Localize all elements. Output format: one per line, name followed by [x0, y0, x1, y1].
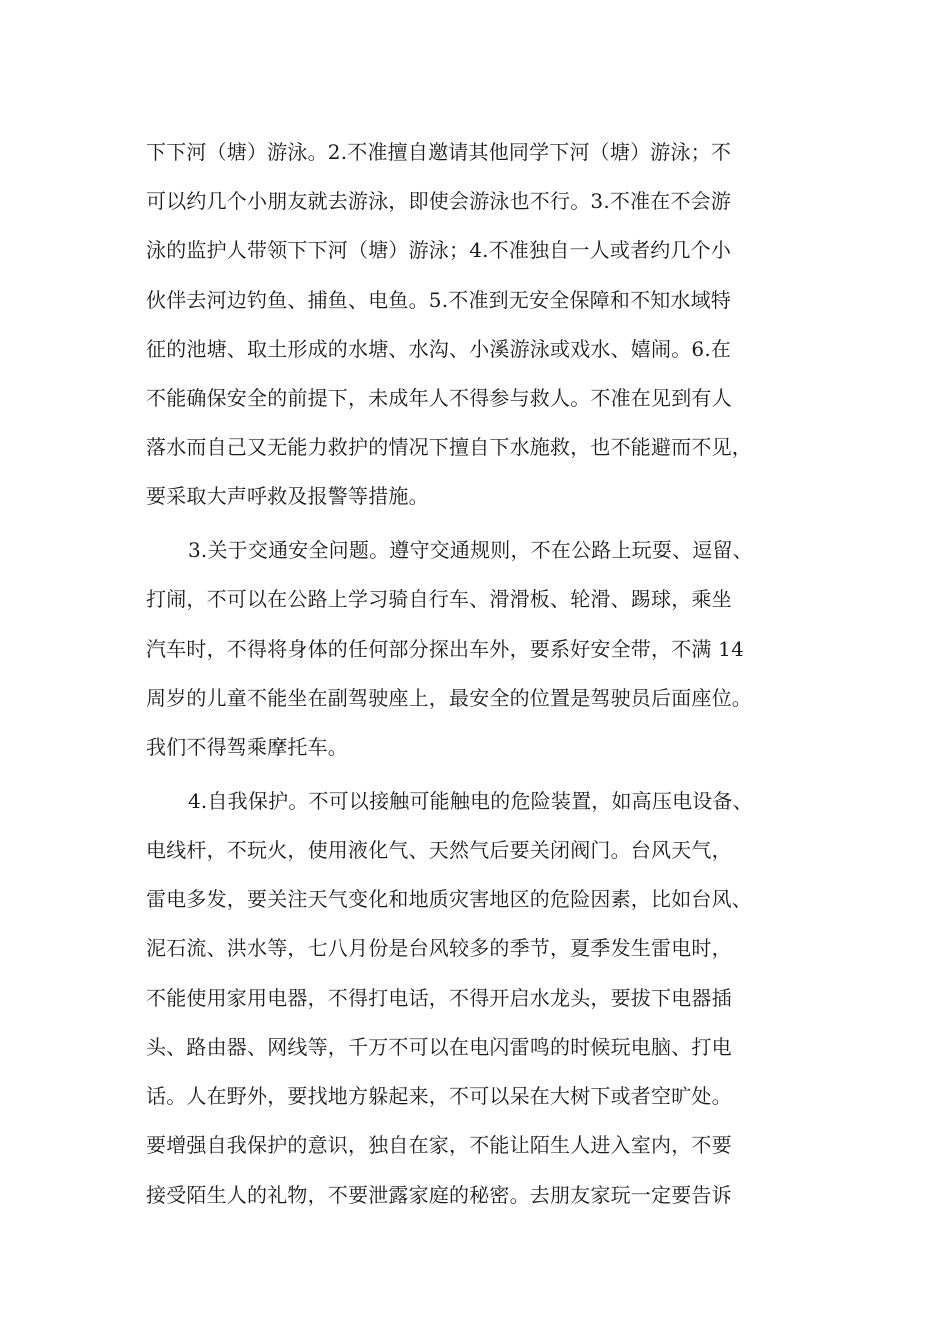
text-line: 伙伴去河边钓鱼、捕鱼、电鱼。5.不准到无安全保障和不知水域特: [146, 288, 732, 312]
text-line: 汽车时，不得将身体的任何部分探出车外，要系好安全带，不满 14: [146, 637, 745, 661]
text-line: 话。人在野外，要找地方躲起来，不可以呆在大树下或者空旷处。: [146, 1084, 732, 1108]
text-line: 周岁的儿童不能坐在副驾驶座上，最安全的位置是驾驶员后面座位。: [146, 686, 752, 710]
text-line: 不能使用家用电器，不得打电话，不得开启水龙头，要拔下电器插: [146, 986, 732, 1010]
text-line: 下下河（塘）游泳。2.不准擅自邀请其他同学下河（塘）游泳；不: [146, 140, 732, 164]
text-line: 征的池塘、取土形成的水塘、水沟、小溪游泳或戏水、嬉闹。6.在: [146, 337, 732, 361]
text-line: 泥石流、洪水等，七八月份是台风较多的季节，夏季发生雷电时，: [146, 936, 732, 960]
text-line: 雷电多发，要关注天气变化和地质灾害地区的危险因素，比如台风、: [146, 887, 752, 911]
text-line: 头、路由器、网线等，千万不可以在电闪雷鸣的时候玩电脑、打电: [146, 1035, 732, 1059]
text-line: 泳的监护人带领下下河（塘）游泳；4.不准独自一人或者约几个小: [146, 238, 732, 262]
text-line: 要增强自我保护的意识，独自在家，不能让陌生人进入室内，不要: [146, 1133, 732, 1157]
paragraph-first-line: 3.关于交通安全问题。遵守交通规则，不在公路上玩耍、逗留、: [188, 538, 753, 562]
text-line: 接受陌生人的礼物，不要泄露家庭的秘密。去朋友家玩一定要告诉: [146, 1183, 732, 1207]
paragraph-first-line: 4.自我保护。不可以接触可能触电的危险装置，如高压电设备、: [188, 789, 753, 813]
text-line: 我们不得驾乘摩托车。: [146, 735, 348, 759]
text-line: 打闹，不可以在公路上学习骑自行车、滑滑板、轮滑、踢球，乘坐: [146, 587, 732, 611]
text-line: 落水而自己又无能力救护的情况下擅自下水施救，也不能避而不见，: [146, 435, 752, 459]
text-line: 可以约几个小朋友就去游泳，即使会游泳也不行。3.不准在不会游: [146, 189, 732, 213]
text-line: 电线杆，不玩火，使用液化气、天然气后要关闭阀门。台风天气，: [146, 838, 732, 862]
text-line: 要采取大声呼救及报警等措施。: [146, 484, 429, 508]
text-line: 不能确保安全的前提下，未成年人不得参与救人。不准在见到有人: [146, 386, 732, 410]
